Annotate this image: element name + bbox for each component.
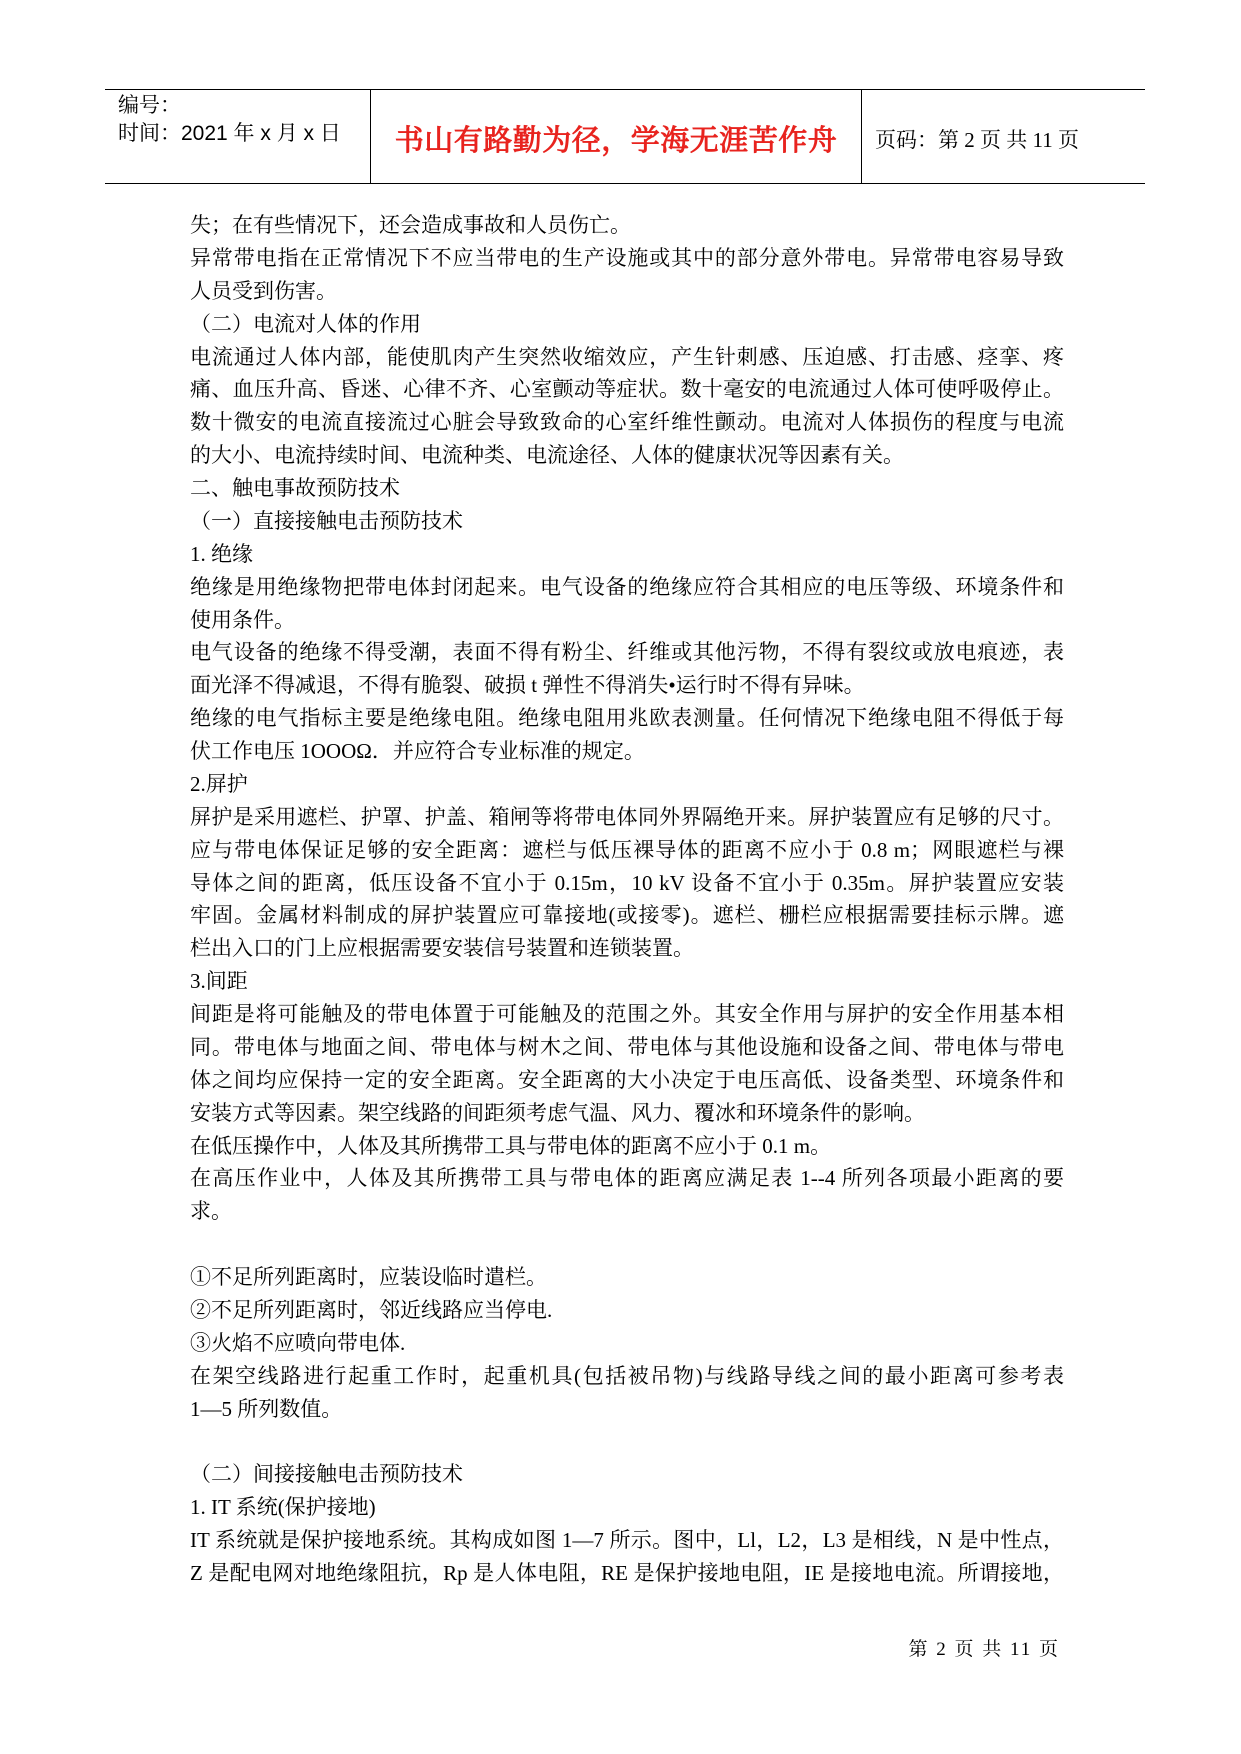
list-item: ①不足所列距离时，应装设临时遣栏。 xyxy=(190,1265,547,1289)
section-heading: （一）直接接触电击预防技术 xyxy=(190,508,463,533)
paragraph-line: 导体之间的距离，低压设备不宜小于 0.15m，10 kV 设备不宜小于 0.35m。屏护装置应安装 xyxy=(190,870,1064,895)
chapter-heading: 二、触电事故预防技术 xyxy=(190,476,400,500)
subsection-heading: 3.间距 xyxy=(190,969,248,994)
paragraph-line: 伏工作电压 1OOOΩ．并应符合专业标准的规定。 xyxy=(190,739,645,763)
paragraph-line: 安装方式等因素。架空线路的间距须考虑气温、风力、覆冰和环境条件的影响。 xyxy=(190,1100,925,1125)
paragraph-line: 求。 xyxy=(190,1199,232,1224)
paragraph-line: 在低压操作中，人体及其所携带工具与带电体的距离不应小于 0.1 m。 xyxy=(190,1133,832,1158)
header-meta-cell xyxy=(105,90,370,183)
header-motto: 书山有路勤为径，学海无涯苦作舟 xyxy=(394,125,838,157)
subsection-heading: 2.屏护 xyxy=(190,771,248,796)
blank-line xyxy=(190,1425,1064,1458)
paragraph-line: 绝缘的电气指标主要是绝缘电阻。绝缘电阻用兆欧表测量。任何情况下绝缘电阻不得低于每 xyxy=(190,706,1064,731)
paragraph-line: 的大小、电流持续时间、电流种类、电流途径、人体的健康状况等因素有关。 xyxy=(190,443,904,468)
header-motto-cell xyxy=(370,90,861,183)
paragraph-line: 数十微安的电流直接流过心脏会导致致命的心室纤维性颤动。电流对人体损伤的程度与电流 xyxy=(190,410,1064,435)
paragraph-line: 在高压作业中，人体及其所携带工具与带电体的距离应满足表 1--4 所列各项最小距离的要 xyxy=(190,1166,1064,1191)
paragraph-line: 痛、血压升高、昏迷、心律不齐、心室颤动等症状。数十毫安的电流通过人体可使呼吸停止。 xyxy=(190,377,1064,402)
paragraph-line: 栏出入口的门上应根据需要安装信号装置和连锁装置。 xyxy=(190,936,694,961)
blank-line xyxy=(190,1228,1064,1261)
paragraph-line: 面光泽不得减退，不得有脆裂、破损 t 弹性不得消失•运行时不得有异味。 xyxy=(190,673,865,698)
section-heading: （二）间接接触电击预防技术 xyxy=(190,1462,463,1487)
header-page-info-cell xyxy=(861,90,1145,183)
paragraph-line: 体之间均应保持一定的安全距离。安全距离的大小决定于电压高低、设备类型、环境条件和 xyxy=(190,1067,1064,1092)
list-item: ②不足所列距离时，邻近线路应当停电. xyxy=(190,1297,553,1322)
paragraph-line: 间距是将可能触及的带电体置于可能触及的范围之外。其安全作用与屏护的安全作用基本相 xyxy=(190,1002,1064,1026)
paragraph-line: 电流通过人体内部，能使肌肉产生突然收缩效应，产生针刺感、压迫感、打击感、痉挛、疼 xyxy=(190,344,1064,369)
paragraph-line: 绝缘是用绝缘物把带电体封闭起来。电气设备的绝缘应符合其相应的电压等级、环境条件和 xyxy=(190,574,1064,599)
paragraph-line: 异常带电指在正常情况下不应当带电的生产设施或其中的部分意外带电。异常带电容易导致 xyxy=(190,245,1064,270)
footer-page-number: 第 2 页 共 11 页 xyxy=(908,1639,1060,1660)
document-number-label: 编号： xyxy=(118,94,181,117)
page-header xyxy=(105,89,1145,184)
paragraph-line: IT 系统就是保护接地系统。其构成如图 1—7 所示。图中，Ll，L2，L3 是相线，N 是中性点， xyxy=(190,1528,1064,1552)
document-body xyxy=(190,209,1064,1590)
paragraph-line: 同。带电体与地面之间、带电体与树木之间、带电体与其他设施和设备之间、带电体与带电 xyxy=(190,1034,1064,1059)
subsection-heading: 1. 绝缘 xyxy=(190,541,253,566)
list-item: ③火焰不应喷向带电体. xyxy=(190,1330,406,1355)
paragraph-line: Z 是配电网对地绝缘阻抗，Rp 是人体电阻，RE 是保护接地电阻，IE 是接地电流。所谓接地， xyxy=(190,1560,1064,1585)
header-page-info: 页码：第 2 页 共 11 页 xyxy=(875,127,1079,152)
section-heading: （二）电流对人体的作用 xyxy=(190,311,421,336)
paragraph-line: 1—5 所列数值。 xyxy=(190,1396,343,1421)
paragraph-line: 应与带电体保证足够的安全距离：遮栏与低压裸导体的距离不应小于 0.8 m；网眼遮栏与裸 xyxy=(190,837,1064,862)
paragraph-line: 牢固。金属材料制成的屏护装置应可靠接地(或接零)。遮栏、栅栏应根据需要挂标示牌。遮 xyxy=(190,903,1064,928)
document-time-label: 时间：2021 年 x 月 x 日 xyxy=(118,122,341,145)
paragraph-line: 失；在有些情况下，还会造成事故和人员伤亡。 xyxy=(190,213,631,237)
paragraph-line: 使用条件。 xyxy=(190,607,295,632)
paragraph-line: 屏护是采用遮栏、护罩、护盖、箱闸等将带电体同外界隔绝开来。屏护装置应有足够的尺寸。 xyxy=(190,804,1064,829)
paragraph-line: 电气设备的绝缘不得受潮，表面不得有粉尘、纤维或其他污物，不得有裂纹或放电痕迹，表 xyxy=(190,640,1064,665)
subsection-heading: 1. IT 系统(保护接地) xyxy=(190,1495,376,1520)
paragraph-line: 在架空线路进行起重工作时，起重机具(包括被吊物)与线路导线之间的最小距离可参考表 xyxy=(190,1363,1064,1388)
paragraph-line: 人员受到伤害。 xyxy=(190,278,337,303)
